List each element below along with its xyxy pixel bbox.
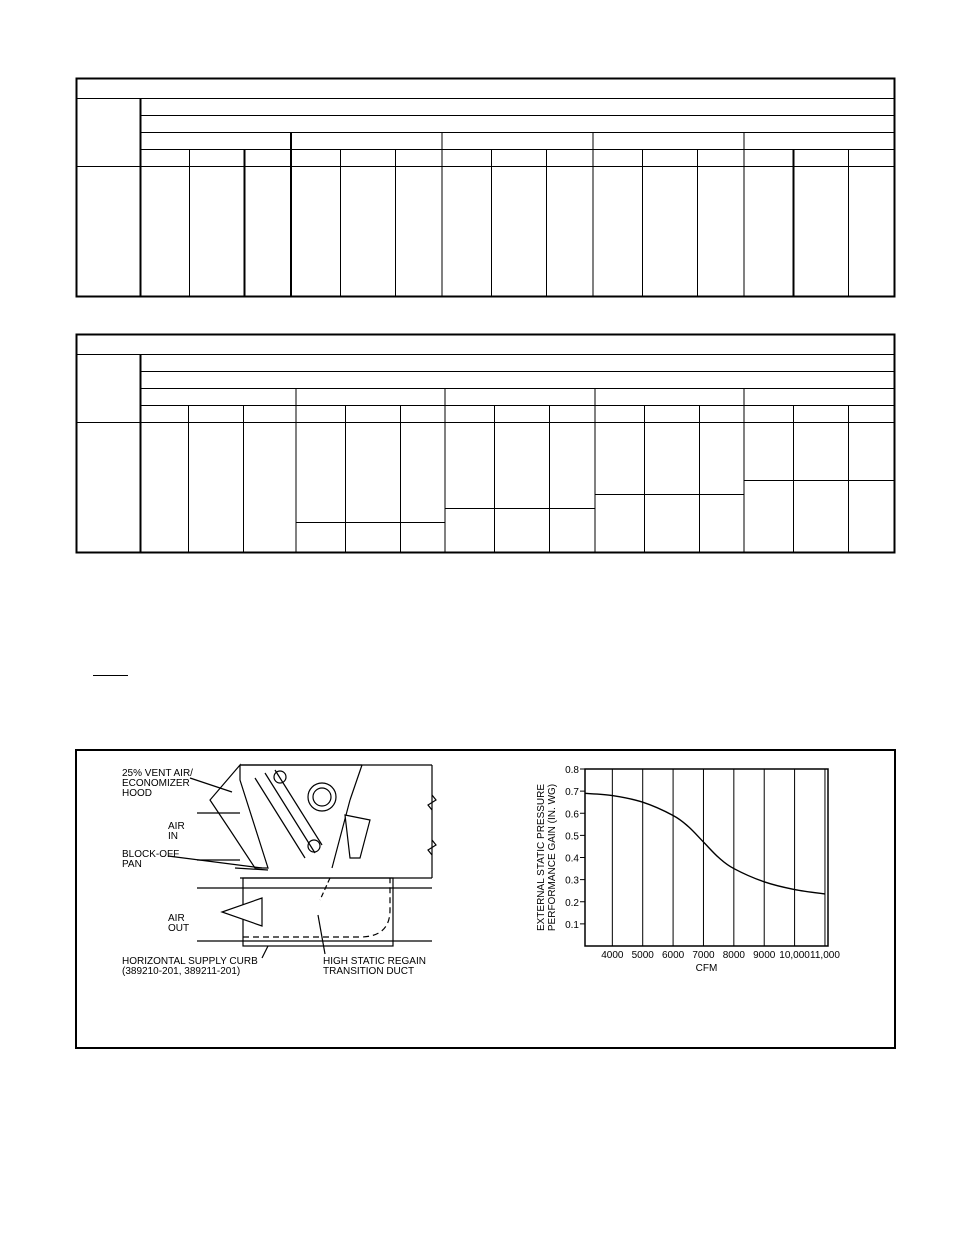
plot-border xyxy=(585,769,828,946)
y-axis-label-line2: PERFORMANCE GAIN (IN. WG) xyxy=(547,783,558,932)
x-tick-label: 4000 xyxy=(601,950,624,961)
supply-curb-label: HORIZONTAL SUPPLY CURB (389210-201, 389211-201) xyxy=(122,956,258,977)
y-tick-label: 0.8 xyxy=(565,765,579,776)
x-tick-label: 10,000 xyxy=(779,950,810,961)
y-tick-label: 0.2 xyxy=(565,897,579,909)
x-tick-label: 5000 xyxy=(631,950,654,961)
y-tick-label: 0.1 xyxy=(565,919,579,931)
x-tick-label: 11,000 xyxy=(810,950,840,961)
x-axis-label: CFM xyxy=(695,963,718,974)
regain-duct-label: HIGH STATIC REGAIN TRANSITION DUCT xyxy=(323,956,426,977)
series-line-gain xyxy=(585,793,825,894)
y-tick-label: 0.3 xyxy=(565,875,579,887)
air-out-label: AIR OUT xyxy=(168,913,190,934)
y-tick-label: 0.5 xyxy=(565,831,579,843)
y-tick-label: 0.4 xyxy=(565,853,579,865)
y-tick-label: 0.7 xyxy=(565,787,579,799)
x-tick-label: 7000 xyxy=(692,950,715,961)
x-tick-label: 8000 xyxy=(722,950,745,961)
y-axis-label-line1: EXTERNAL STATIC PRESSURE xyxy=(536,783,547,932)
block-off-pan-label: BLOCK-OFF PAN xyxy=(122,849,180,870)
x-tick-label: 9000 xyxy=(753,950,776,961)
vent-hood-label: 25% VENT AIR/ ECONOMIZER HOOD xyxy=(122,768,193,799)
x-tick-label: 6000 xyxy=(661,950,685,961)
air-in-label: AIR IN xyxy=(168,821,185,842)
y-tick-label: 0.6 xyxy=(565,809,579,821)
